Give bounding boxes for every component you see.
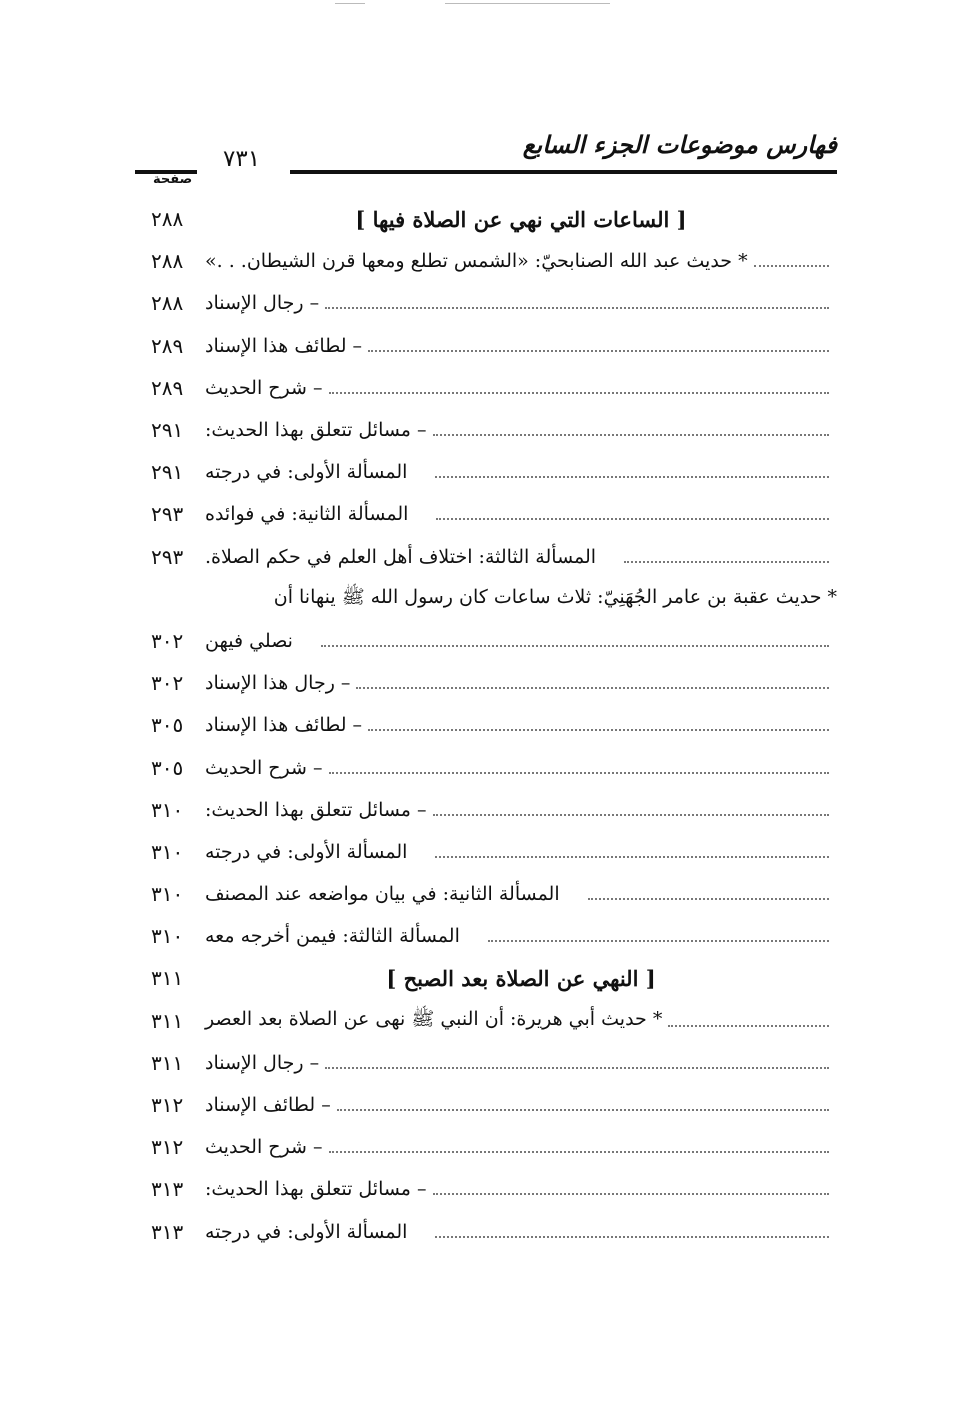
toc-entry <box>135 873 837 915</box>
header-rule <box>290 170 837 174</box>
toc-page-number: ٣١٠ <box>151 797 184 822</box>
table-of-contents <box>135 198 837 1253</box>
page-number: ٧٣١ <box>223 146 261 172</box>
toc-entry-text: المسألة الثانية: في بيان مواضعه عند المصنف <box>205 883 560 906</box>
toc-entry <box>135 1126 837 1168</box>
dot-leader <box>435 476 829 478</box>
dot-leader <box>433 434 829 436</box>
toc-page-number: ٣٠٢ <box>151 671 184 696</box>
toc-entry-text: – لطائف هذا الإسناد <box>205 714 363 737</box>
toc-entry <box>135 198 837 240</box>
toc-entry <box>135 240 837 282</box>
toc-entry-text: – مسائل تتعلق بهذا الحديث: <box>205 1178 427 1201</box>
toc-entry <box>135 915 837 957</box>
toc-page-number: ٢٨٩ <box>151 375 184 400</box>
toc-page-number: ٣١٠ <box>151 839 184 864</box>
page-column-label: صفحة <box>153 172 193 187</box>
toc-entry-text: – لطائف الإسناد <box>205 1094 331 1117</box>
dot-leader <box>754 265 829 267</box>
toc-entry-text: – مسائل تتعلق بهذا الحديث: <box>205 419 427 442</box>
dot-leader <box>325 1067 829 1069</box>
toc-entry <box>135 831 837 873</box>
dot-leader <box>435 1236 829 1238</box>
toc-entry-text: – مسائل تتعلق بهذا الحديث: <box>205 798 427 821</box>
dot-leader <box>368 350 829 352</box>
toc-page-number: ٣١٣ <box>151 1219 184 1244</box>
dot-leader <box>329 392 830 394</box>
toc-entry <box>135 367 837 409</box>
toc-entry-text: – رجال هذا الإسناد <box>205 672 351 695</box>
toc-page-number: ٢٨٩ <box>151 333 184 358</box>
toc-entry <box>135 409 837 451</box>
toc-entry <box>135 578 837 620</box>
toc-entry-text: * حديث أبي هريرة: أن النبي ﷺ نهى عن الصلاة بعد العصر <box>205 1007 663 1030</box>
toc-page-number: ٢٨٨ <box>151 207 184 232</box>
dot-leader <box>321 645 829 647</box>
toc-section-heading: [ الساعات التي نهي عن الصلاة فيها ] <box>355 206 687 232</box>
toc-entry <box>135 789 837 831</box>
toc-page-number: ٣٠٥ <box>151 713 184 738</box>
toc-entry <box>135 957 837 999</box>
toc-page-number: ٣١٢ <box>151 1093 184 1118</box>
dot-leader <box>624 561 829 563</box>
toc-entry <box>135 704 837 746</box>
dot-leader <box>329 772 830 774</box>
toc-entry <box>135 1000 837 1042</box>
toc-entry <box>135 493 837 535</box>
toc-entry-text: المسألة الأولى: في درجته <box>205 840 408 863</box>
toc-page-number: ٢٩٣ <box>151 502 184 527</box>
toc-entry-text: المسألة الأولى: في درجته <box>205 1220 408 1243</box>
toc-entry-text: – شرح الحديث <box>205 376 323 399</box>
dot-leader <box>435 856 829 858</box>
toc-entry-text: المسألة الثانية: في فوائده <box>205 503 409 526</box>
page-header <box>135 128 837 187</box>
dot-leader <box>368 729 829 731</box>
dot-leader <box>588 898 829 900</box>
toc-page-number: ٣١١ <box>151 1008 184 1033</box>
toc-page-number: ٣١٠ <box>151 882 184 907</box>
toc-entry-text: – رجال الإسناد <box>205 292 320 315</box>
toc-entry-text: * حديث عقبة بن عامر الجُهَنِيّ: ثلاث ساعات كان رسول الله ﷺ ينهانا أن <box>273 585 837 608</box>
dot-leader <box>433 1193 829 1195</box>
toc-page-number: ٣١٠ <box>151 924 184 949</box>
toc-entry <box>135 282 837 324</box>
toc-page-number: ٣٠٢ <box>151 628 184 653</box>
toc-page-number: ٣٠٥ <box>151 755 184 780</box>
toc-entry <box>135 662 837 704</box>
toc-entry-text: المسألة الثالثة: فيمن أخرجه معه <box>205 925 460 948</box>
toc-entry <box>135 1211 837 1253</box>
toc-entry-text: نصلي فيهن <box>205 629 293 652</box>
scan-mark <box>335 3 365 4</box>
scan-mark <box>445 3 610 4</box>
toc-entry <box>135 325 837 367</box>
toc-page-number: ٣١٢ <box>151 1135 184 1160</box>
toc-page-number: ٢٨٨ <box>151 249 184 274</box>
toc-entry-text: – شرح الحديث <box>205 1136 323 1159</box>
dot-leader <box>433 814 829 816</box>
toc-entry <box>135 1042 837 1084</box>
toc-section-heading: [ النهي عن الصلاة بعد الصبح ] <box>386 965 656 991</box>
toc-page-number: ٣١١ <box>151 966 184 991</box>
toc-page-number: ٣١١ <box>151 1050 184 1075</box>
dot-leader <box>488 940 829 942</box>
toc-entry-text: – لطائف هذا الإسناد <box>205 334 363 357</box>
toc-entry <box>135 1168 837 1210</box>
dot-leader <box>668 1025 829 1027</box>
dot-leader <box>436 518 829 520</box>
toc-entry-text: المسألة الأولى: في درجته <box>205 461 408 484</box>
dot-leader <box>329 1151 830 1153</box>
toc-entry <box>135 1084 837 1126</box>
toc-entry-text: المسألة الثالثة: اختلاف أهل العلم في حكم الصلاة. <box>205 545 597 568</box>
dot-leader <box>325 307 829 309</box>
toc-page-number: ٢٩٣ <box>151 544 184 569</box>
toc-entry <box>135 620 837 662</box>
toc-page-number: ٢٨٨ <box>151 291 184 316</box>
dot-leader <box>337 1109 829 1111</box>
dot-leader <box>356 687 829 689</box>
toc-entry-text: – شرح الحديث <box>205 756 323 779</box>
toc-page-number: ٢٩١ <box>151 418 184 443</box>
toc-entry-text: – رجال الإسناد <box>205 1051 320 1074</box>
toc-entry <box>135 536 837 578</box>
toc-page-number: ٢٩١ <box>151 460 184 485</box>
toc-entry <box>135 451 837 493</box>
toc-entry <box>135 746 837 788</box>
toc-page-number: ٣١٣ <box>151 1177 184 1202</box>
toc-entry-text: * حديث عبد الله الصنابحيّ: «الشمس تطلع ومعها قرن الشيطان. . .» <box>205 250 748 273</box>
running-title: فهارس موضوعات الجزء السابع <box>522 130 837 159</box>
